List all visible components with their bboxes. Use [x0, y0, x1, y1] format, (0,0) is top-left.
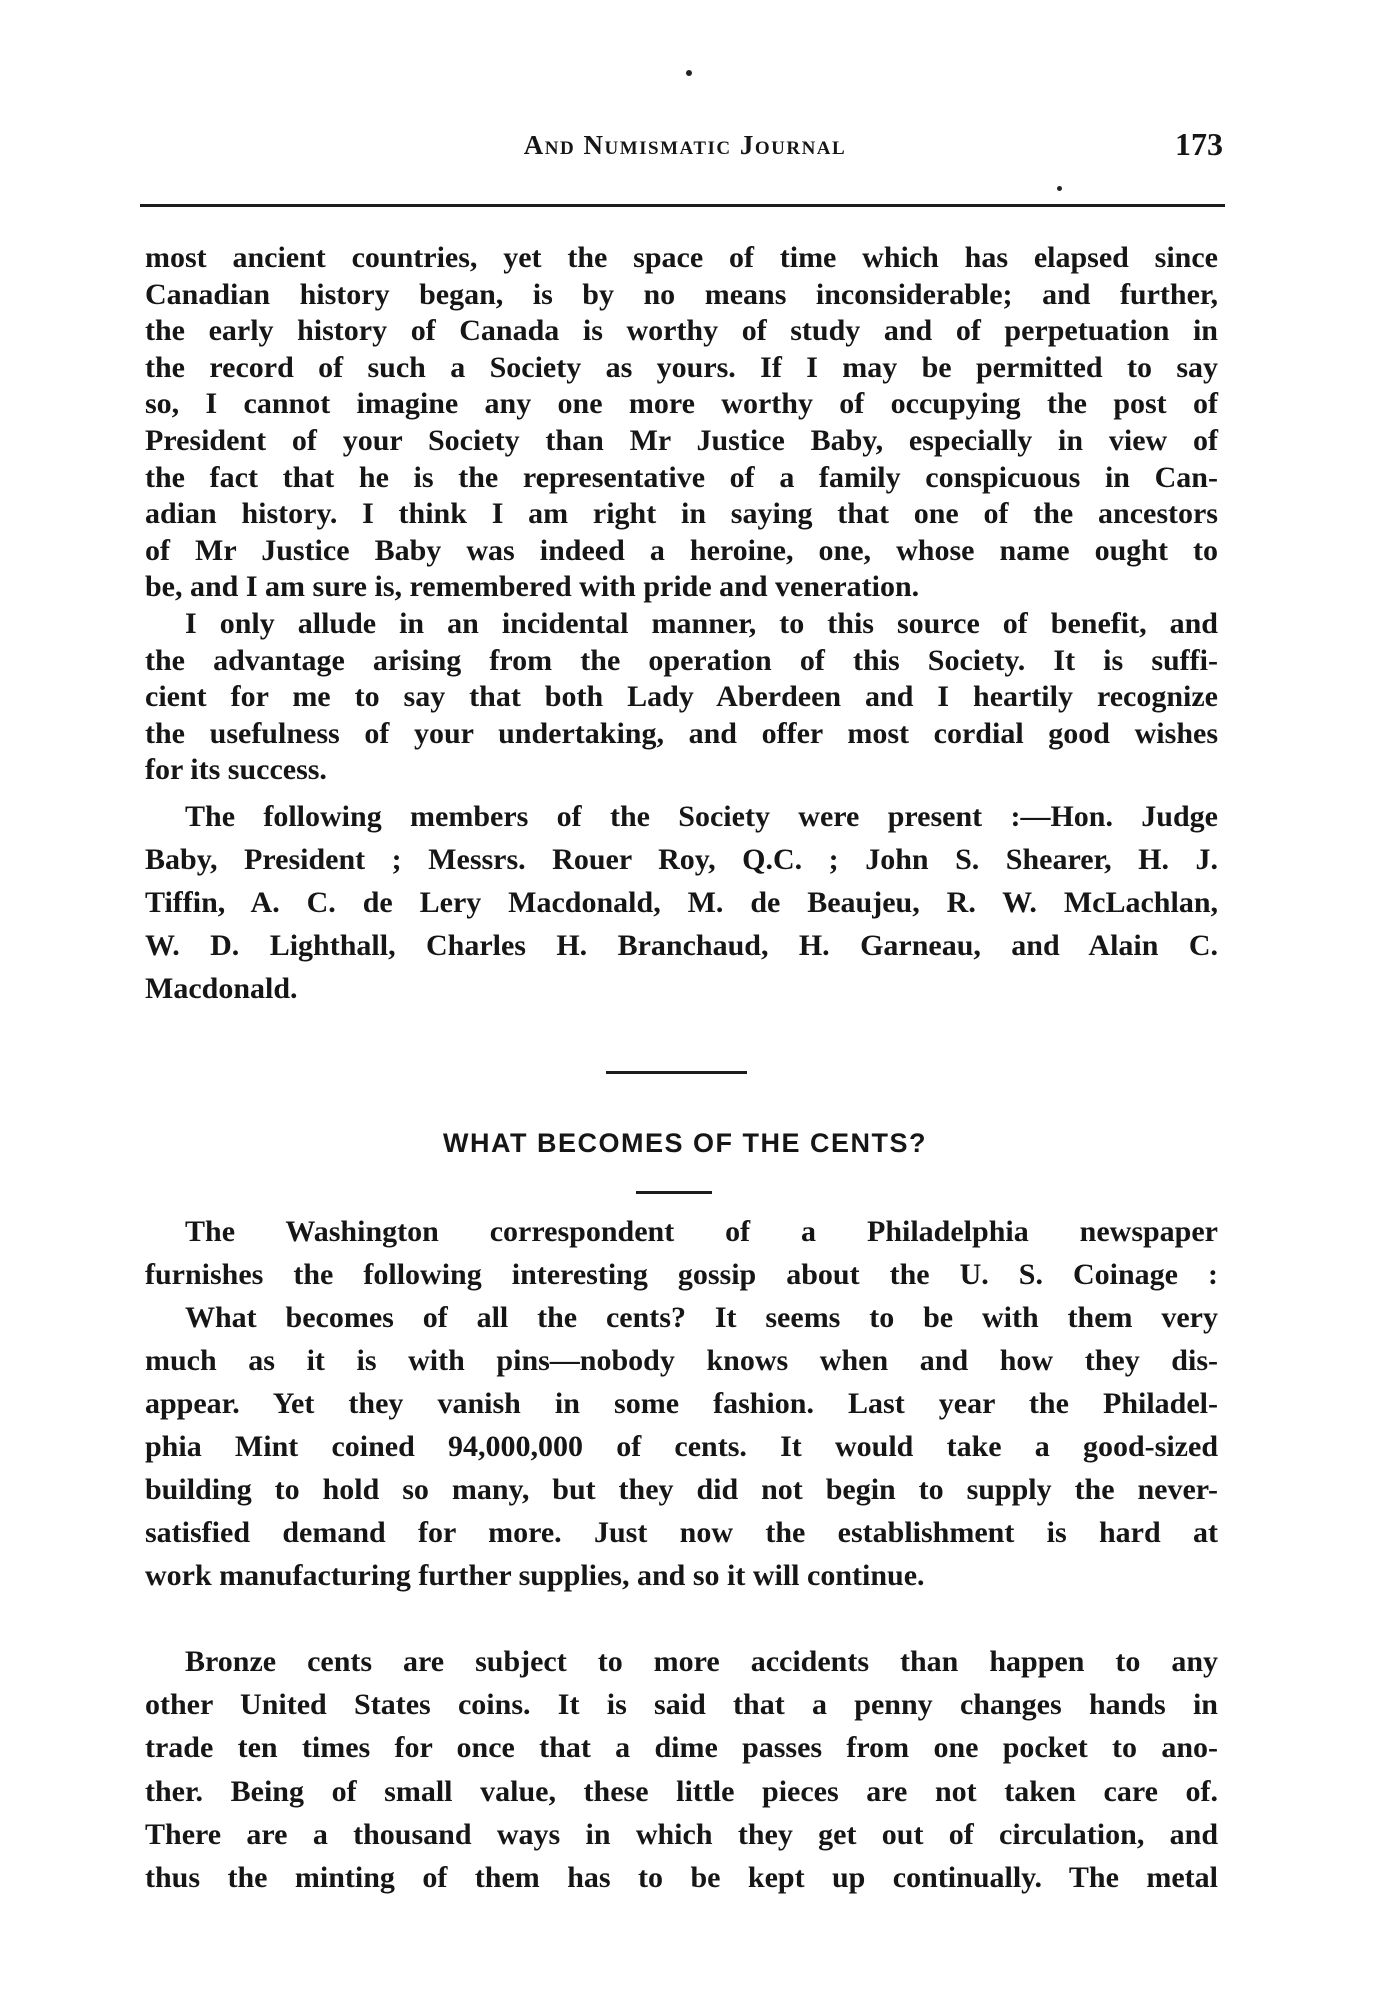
text-line: work manufacturing further supplies, and so it will continue.: [145, 1559, 925, 1592]
text-line: The following members of the Society were present :—Hon. Judge: [185, 800, 1218, 833]
text-line: cient for me to say that both Lady Aberdeen and I heartily recognize: [145, 680, 1218, 714]
text-line: the record of such a Society as yours. If I may be permitted to say: [145, 350, 1218, 384]
article-body-part-2: [145, 1640, 1218, 1899]
article-title: WHAT BECOMES OF THE CENTS?: [443, 1128, 927, 1158]
text-line: of Mr Justice Baby was indeed a heroine, one, whose name ought to: [145, 533, 1218, 567]
text-line: phia Mint coined 94,000,000 of cents. It would take a good-sized: [145, 1430, 1218, 1463]
print-speck: [1057, 186, 1062, 191]
text-line: ther. Being of small value, these little pieces are not taken care of.: [145, 1774, 1218, 1808]
text-line: W. D. Lighthall, Charles H. Branchaud, H. Garneau, and Alain C.: [145, 929, 1218, 962]
text-line: satisfied demand for more. Just now the establishment is hard at: [145, 1516, 1218, 1549]
header-rule: [140, 204, 1225, 207]
running-head: [145, 126, 1225, 166]
text-line: What becomes of all the cents? It seems to be with them very: [185, 1301, 1218, 1334]
text-line: trade ten times for once that a dime passes from one pocket to ano-: [145, 1731, 1218, 1765]
text-line: building to hold so many, but they did not begin to supply the never-: [145, 1473, 1218, 1506]
text-line: much as it is with pins—nobody knows when and how they dis-: [145, 1344, 1218, 1377]
text-line: I only allude in an incidental manner, to this source of benefit, and: [185, 606, 1218, 640]
page-number: 173: [1175, 126, 1223, 162]
text-line: the fact that he is the representative of a family conspicuous in Can-: [145, 460, 1218, 494]
text-line: most ancient countries, yet the space of time which has elapsed since: [145, 241, 1218, 274]
print-speck: [686, 70, 692, 76]
text-line: thus the minting of them has to be kept up continually. The metal: [145, 1861, 1218, 1895]
text-line: Canadian history began, is by no means inconsiderable; and further,: [145, 277, 1218, 311]
continued-paragraph: [145, 240, 1218, 789]
text-line: There are a thousand ways in which they get out of circulation, and: [145, 1817, 1218, 1851]
text-line: Tiffin, A. C. de Lery Macdonald, M. de Beaujeu, R. W. McLachlan,: [145, 886, 1218, 919]
text-line: adian history. I think I am right in saying that one of the ancestors: [145, 497, 1218, 531]
text-line: Bronze cents are subject to more accidents than happen to any: [185, 1645, 1218, 1678]
text-line: the early history of Canada is worthy of study and of perpetuation in: [145, 314, 1218, 348]
text-line: President of your Society than Mr Justice Baby, especially in view of: [145, 423, 1218, 457]
text-line: The Washington correspondent of a Philadelphia newspaper: [185, 1215, 1218, 1248]
members-paragraph: [145, 795, 1218, 1010]
text-line: Macdonald.: [145, 972, 298, 1005]
text-line: for its success.: [145, 753, 327, 787]
section-divider: [606, 1071, 747, 1074]
text-line: the advantage arising from the operation of this Society. It is suffi-: [145, 643, 1218, 677]
title-rule: [636, 1191, 712, 1194]
text-line: Baby, President ; Messrs. Rouer Roy, Q.C. ; John S. Shearer, H. J.: [145, 843, 1218, 876]
text-line: so, I cannot imagine any one more worthy of occupying the post of: [145, 387, 1218, 421]
article-body-part-1: [145, 1210, 1218, 1597]
text-line: the usefulness of your undertaking, and offer most cordial good wishes: [145, 716, 1218, 750]
text-line: other United States coins. It is said that a penny changes hands in: [145, 1688, 1218, 1722]
running-title: And Numismatic Journal: [523, 130, 847, 160]
text-line: be, and I am sure is, remembered with pride and veneration.: [145, 570, 920, 604]
text-line: furnishes the following interesting gossip about the U. S. Coinage :: [145, 1258, 1218, 1291]
text-line: appear. Yet they vanish in some fashion. Last year the Philadel-: [145, 1387, 1218, 1420]
